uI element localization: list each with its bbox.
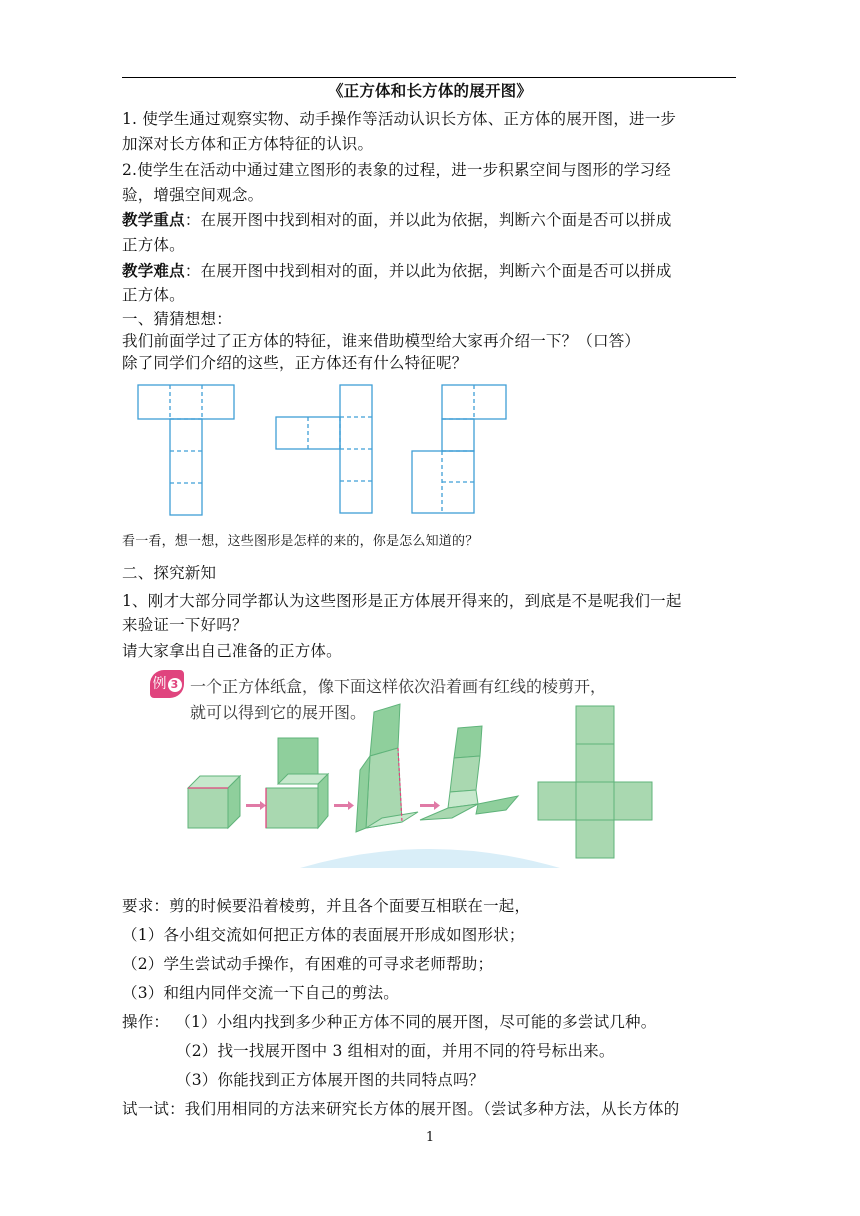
example-number: 3 bbox=[168, 678, 182, 692]
try-it-line: 试一试：我们用相同的方法来研究长方体的展开图。（尝试多种方法，从长方体的 bbox=[122, 1100, 680, 1118]
difficult-point-text: ：在展开图中找到相对的面，并以此为依据，判断六个面是否可以拼成 bbox=[184, 262, 672, 280]
example-line-1: 一个正方体纸盒，像下面这样依次沿着画有红线的棱剪开， bbox=[190, 677, 607, 696]
operation-1: （1）小组内找到多少种正方体不同的展开图，尽可能的多尝试几种。 bbox=[183, 1013, 657, 1031]
requirement-3: （3）和组内同伴交流一下自己的剪法。 bbox=[122, 984, 399, 1002]
document-title: 《正方体和长方体的展开图》 bbox=[327, 81, 533, 100]
requirement-1: （1）各小组交流如何把正方体的表面展开形成如图形状； bbox=[122, 926, 525, 944]
section2-line-1: 1、刚才大部分同学都认为这些图形是正方体展开得来的，到底是不是呢我们一起 bbox=[122, 592, 682, 610]
arrow-3 bbox=[420, 801, 440, 810]
objective-line-2: 加深对长方体和正方体特征的认识。 bbox=[122, 135, 374, 153]
operation-2: （2）找一找展开图中 3 组相对的面，并用不同的符号标出来。 bbox=[176, 1042, 615, 1060]
section1-heading: 一、猜猜想想： bbox=[122, 310, 232, 328]
section1-line-1: 我们前面学过了正方体的特征，谁来借助模型给大家再介绍一下？（口答） bbox=[122, 332, 641, 350]
nets-caption: 看一看，想一想，这些图形是怎样的来的，你是怎么知道的？ bbox=[122, 534, 479, 549]
cube-net-3 bbox=[412, 385, 506, 513]
objective-line-1: 1. 使学生通过观察实物、动手操作等活动认识长方体、正方体的展开图，进一步 bbox=[122, 110, 677, 128]
cube-partially-unfolded bbox=[356, 704, 418, 832]
key-point-label: 教学重点 bbox=[122, 210, 185, 229]
cube-net-2 bbox=[276, 385, 372, 513]
objective-line-4: 验，增强空间观念。 bbox=[122, 186, 264, 204]
section2-heading: 二、探究新知 bbox=[122, 564, 217, 582]
operations-row-1 bbox=[122, 1011, 738, 1033]
key-point-cont: 正方体。 bbox=[122, 236, 185, 254]
key-point-text: ：在展开图中找到相对的面，并以此为依据，判断六个面是否可以拼成 bbox=[184, 211, 672, 229]
arrow-2 bbox=[334, 801, 354, 810]
cube-nets-figure bbox=[130, 380, 520, 520]
unfolded-cross-net bbox=[538, 706, 652, 858]
section2-line-2: 来验证一下好吗？ bbox=[122, 616, 248, 634]
difficult-point-cont: 正方体。 bbox=[122, 286, 185, 304]
example-badge: 例 3 bbox=[150, 670, 184, 698]
objective-line-3: 2.使学生在活动中通过建立图形的表象的过程，进一步积累空间与图形的学习经 bbox=[122, 161, 671, 179]
operation-3: （3）你能找到正方体展开图的共同特点吗？ bbox=[176, 1071, 485, 1089]
difficult-point bbox=[122, 260, 738, 282]
page-number: 1 bbox=[425, 1130, 435, 1145]
cube-open-lid bbox=[266, 738, 328, 828]
example-line-2: 就可以得到它的展开图。 bbox=[190, 703, 367, 722]
key-point bbox=[122, 209, 738, 231]
difficult-point-label: 教学难点 bbox=[122, 261, 185, 280]
operations-label: 操作： bbox=[122, 1013, 170, 1031]
closed-cube bbox=[188, 776, 240, 828]
section1-line-2: 除了同学们介绍的这些，正方体还有什么特征呢？ bbox=[122, 354, 468, 372]
header-rule bbox=[122, 77, 736, 78]
cube-net-1 bbox=[138, 385, 234, 515]
background-arc bbox=[300, 849, 560, 868]
cube-unfolding-figure bbox=[180, 700, 680, 870]
requirement-2: （2）学生尝试动手操作，有困难的可寻求老师帮助； bbox=[122, 955, 494, 973]
requirements-intro: 要求：剪的时候要沿着棱剪，并且各个面要互相联在一起， bbox=[122, 897, 531, 915]
section2-line-3: 请大家拿出自己准备的正方体。 bbox=[122, 642, 342, 660]
arrow-1 bbox=[246, 801, 266, 810]
